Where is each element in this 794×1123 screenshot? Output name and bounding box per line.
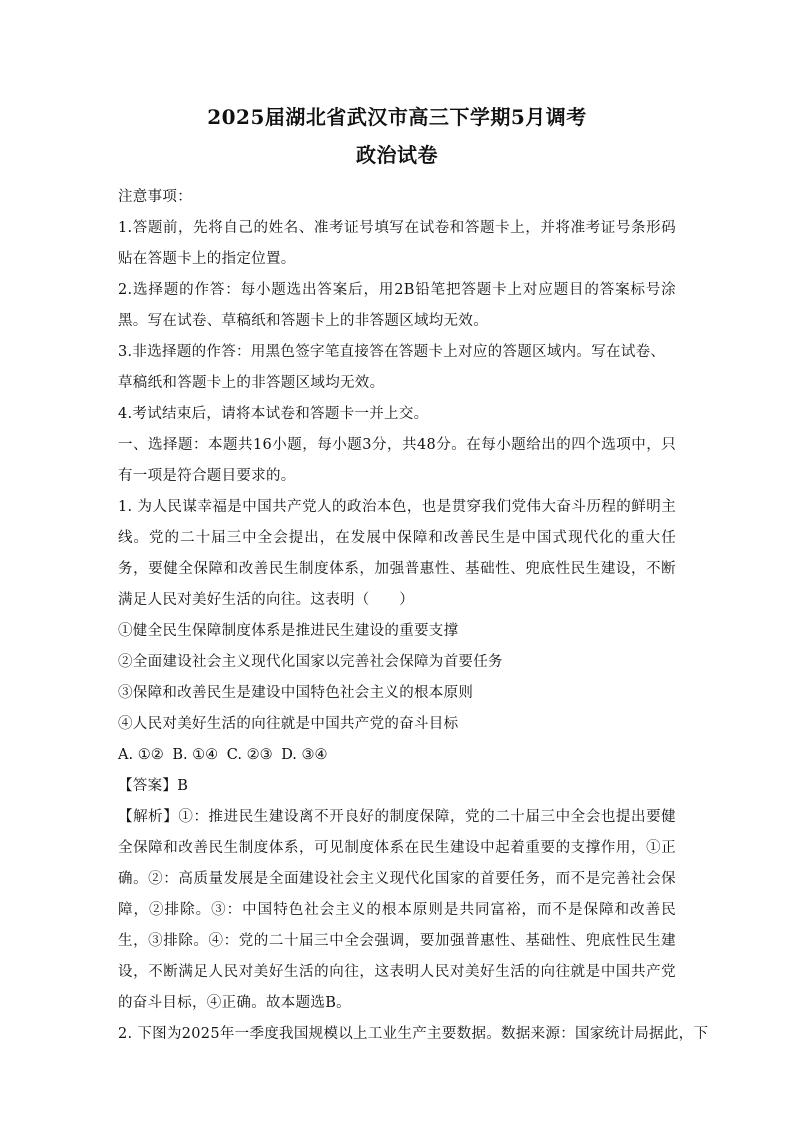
- notice-item-3: 3.非选择题的作答：用黑色签字笔直接答在答题卡上对应的答题区域内。写在试卷、: [118, 344, 666, 360]
- question-1-options: [118, 740, 676, 771]
- notice-item-2: 2.选择题的作答：每小题选出答案后，用2B铅笔把答题卡上对应题目的答案标号涂黑。写在试卷、草稿纸和答题卡上的非答题区域均无效。: [118, 282, 676, 329]
- option-c: C. ②③: [226, 747, 273, 763]
- option-a: A. ①②: [118, 747, 164, 763]
- notice-item-3-continued: 草稿纸和答题卡上的非答题区域均无效。: [118, 375, 385, 391]
- question-1-answer: 【答案】B: [118, 778, 189, 794]
- question-1-analysis: 【解析】①：推进民生建设离不开良好的制度保障，党的二十届三中全会也提出要健全保障和改善民生制度体系，可见制度体系在民生建设中起着重要的支撑作用，①正确。②：高质量发展是全面建设社会主义现代化国家的首要任务，而不是完善社会保障，②排除。③：中国特色社会主义的根本原则是共同富裕，而不是保障和改善民生，③排除。④：党的二十届三中全会强调，要加强普惠性、基础性、兜底性民生建设，不断满足人民对美好生活的向往，这表明人民对美好生活的向往就是中国共产党的奋斗目标，④正确。故本题选B。: [118, 809, 676, 1011]
- question-1-statement-4: ④人民对美好生活的向往就是中国共产党的奋斗目标: [118, 716, 459, 732]
- question-1-statement-1: ①健全民生保障制度体系是推进民生建设的重要支撑: [118, 623, 459, 639]
- question-1-statement-3: ③保障和改善民生是建设中国特色社会主义的根本原则: [118, 685, 474, 701]
- option-b: B. ①④: [172, 747, 219, 763]
- question-1-statement-2: ②全面建设社会主义现代化国家以完善社会保障为首要任务: [118, 654, 503, 670]
- question-2-stem: 2. 下图为2025年一季度我国规模以上工业生产主要数据。数据来源：国家统计局据此，下: [118, 1026, 709, 1042]
- notice-item-4: 4.考试结束后，请将本试卷和答题卡一并上交。: [118, 406, 429, 422]
- notice-heading: 注意事项：: [118, 189, 192, 205]
- exam-title: 2025届湖北省武汉市高三下学期5月调考: [207, 105, 587, 129]
- section-heading: 一、选择题：本题共16小题，每小题3分，共48分。在每小题给出的四个选项中，只有一项是符合题目要求的。: [118, 437, 676, 484]
- notice-item-1: 1.答题前，先将自己的姓名、准考证号填写在试卷和答题卡上，并将准考证号条形码贴在答题卡上的指定位置。: [118, 220, 676, 267]
- option-d: D. ③④: [281, 747, 328, 763]
- exam-subtitle: 政治试卷: [356, 143, 438, 167]
- question-1-stem: 1. 为人民谋幸福是中国共产党人的政治本色，也是贯穿我们党伟大奋斗历程的鲜明主线。党的二十届三中全会提出，在发展中保障和改善民生是中国式现代化的重大任务，要健全保障和改善民生制度体系，加强普惠性、基础性、兜底性民生建设，不断满足人民对美好生活的向往。这表明（ ）: [118, 499, 676, 608]
